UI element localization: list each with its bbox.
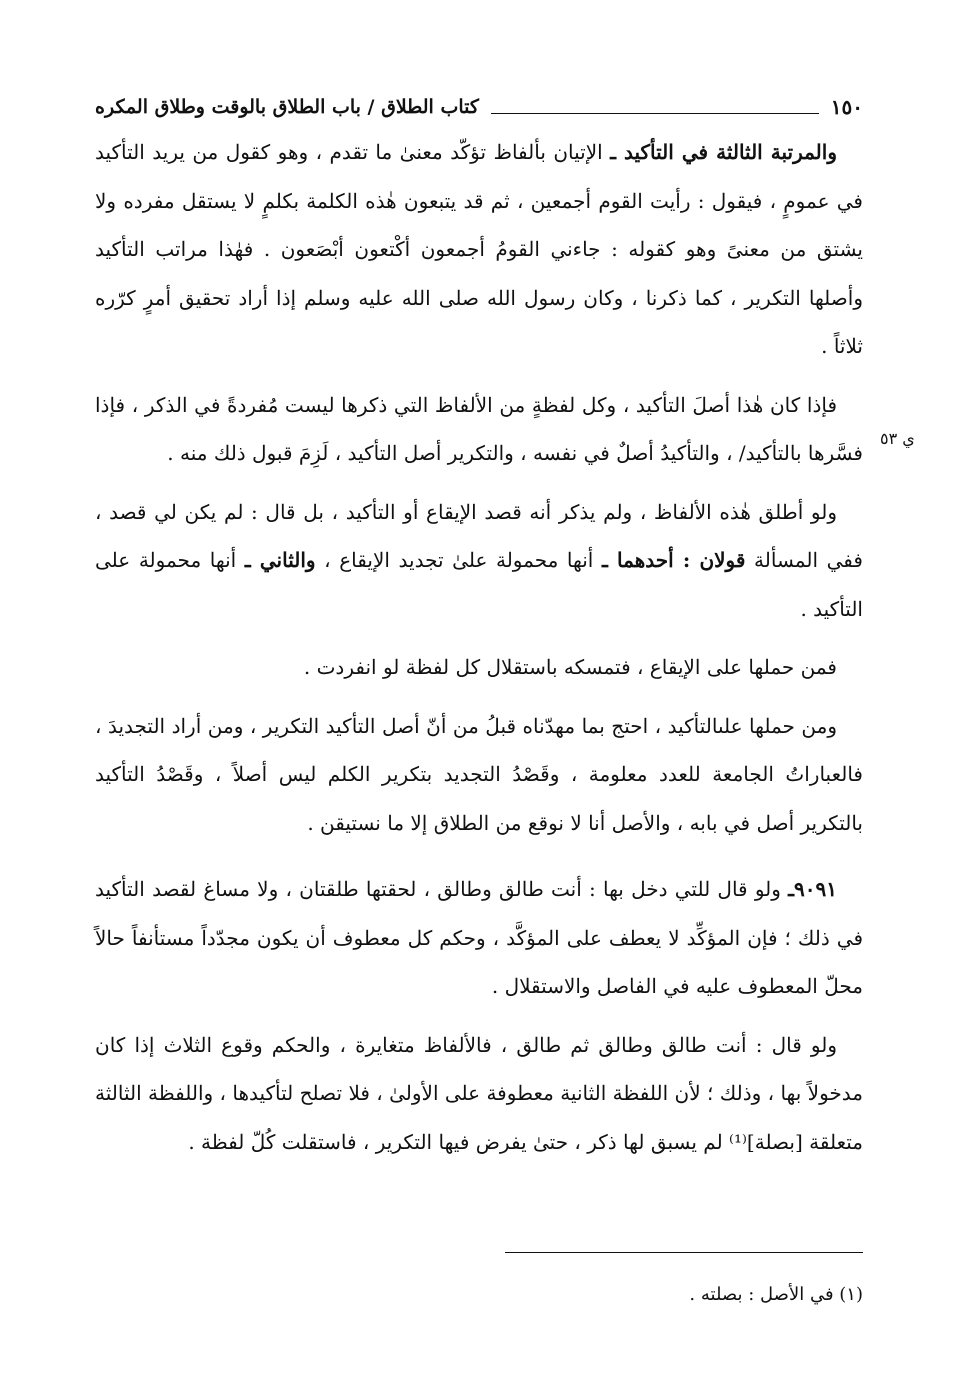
page-number: ١٥٠: [830, 95, 863, 119]
paragraph-1: [95, 128, 863, 371]
header-rule: [491, 113, 819, 114]
paragraph-5: ومن حملها علىالتأكيد ، احتج بما مهدّناه قبلُ من أنّ أصل التأكيد التكرير ، ومن أراد التجديدَ ، فالعباراتُ الجامعة للعدد معلومة ، وقَصْدُ التجديد بتكرير الكلم ليس أصلاً ، وقَصْدُ التأكيد بالتكرير أصل في بابه ، والأصل أنا لا نوقع من الطلاق إلا ما نستيقن .: [95, 713, 863, 835]
paragraph-3-bold-b: والثاني ـ: [244, 548, 316, 572]
paragraph-6-text: ولو قال للتي دخل بها : أنت طالق وطالق ، لحقتها طلقتان ، ولا مساغ لقصد التأكيد في ذلك ؛ فإن المؤكِّد لا يعطف على المؤكَّد ، وحكم كل معطوف أن يكون مجدّداً مستأنفاً حالاً محلّ المعطوف عليه في الفاصل والاستقلال .: [95, 877, 863, 998]
paragraph-3-text-b: أنها محمولة علىٰ تجديد الإيقاع ،: [315, 548, 602, 572]
section-gap: [95, 857, 863, 865]
paragraph-3-text-a: ولو أطلق هٰذه الألفاظ ، ولم يذكر أنه قصد الإيقاع أو التأكيد ، بل قال : لم يكن لي قصد ، ففي المسألة: [95, 499, 863, 572]
paragraph-4: فمن حملها على الإيقاع ، فتمسكه باستقلال كل لفظة لو انفردت .: [303, 655, 837, 679]
running-header: [95, 86, 863, 120]
margin-reference: ي ٥٣: [880, 429, 915, 448]
paragraph-6: [95, 865, 863, 1011]
paragraph-7: ولو قال : أنت طالق وطالق ثم طالق ، فالألفاظ متغايرة ، والحكم وقوع الثلاث إذا كان مدخولاً بها ، وذلك ؛ لأن اللفظة الثانية معطوفة على الأولىٰ ، فلا تصلح لتأكيدها ، واللفظة الثالثة متعلقة [بصلة]⁽¹⁾ لم يسبق لها ذكر ، حتىٰ يفرض فيها التكرير ، فاستقلت كُلّ لفظة .: [95, 1032, 863, 1154]
paragraph-3-bold-a: قولان : أحدهما ـ: [601, 548, 746, 572]
paragraph-3: [95, 488, 863, 634]
paragraph-1-text: الإتيان بألفاظ تؤكّد معنىٰ ما تقدم ، وهو كقول من يريد التأكيد في عمومٍ ، فيقول : رأيت القوم أجمعين ، ثم قد يتبعون هٰذه الكلمة بكلمٍ لا يستقل مفرده ولا يشتق من معنىً وهو كقوله : جاءني القومُ أجمعون أكْتعون أبْصَعون . فهٰذا مراتب التأكيد وأصلها التكرير ، كما ذكرنا ، وكان رسول الله صلى الله عليه وسلم إذا أراد تحقيق أمرٍ كرّره ثلاثاً .: [95, 140, 863, 358]
body-text: [95, 128, 863, 1176]
running-title: كتاب الطلاق / باب الطلاق بالوقت وطلاق المكره: [95, 96, 479, 118]
footnote: (١) في الأصل : بصلته .: [689, 1284, 863, 1305]
paragraph-3-text-c: أنها محمولة على التأكيد .: [95, 548, 863, 621]
paragraph-2: فإذا كان هٰذا أصلَ التأكيد ، وكل لفظةٍ من الألفاظ التي ذكرها ليست مُفردةً في الذكر ، فإذا فسَّرها بالتأكيد/ ، والتأكيدُ أصلٌ في نفسه ، والتكرير أصل التأكيد ، لَزِمَ قبول ذلك منه .: [95, 392, 863, 465]
paragraph-1-heading: والمرتبة الثالثة في التأكيد ـ: [610, 140, 837, 164]
footnote-rule: [505, 1252, 863, 1253]
paragraph-6-number: ٩٠٩١ـ: [788, 877, 837, 901]
